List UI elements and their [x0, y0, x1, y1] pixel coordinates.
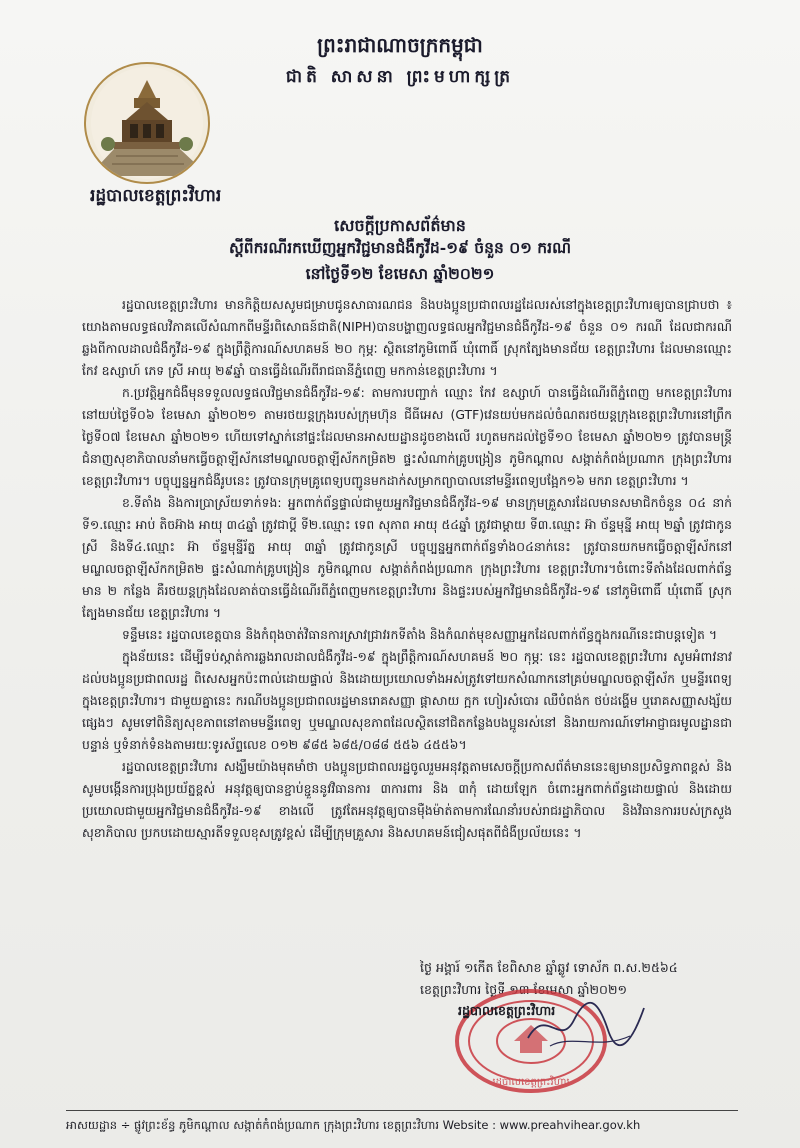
announcement-body	[82, 294, 732, 844]
lunar-date: ថ្ងៃ អង្គារ៍ ១កើត ខែពិសាខ ឆ្នាំឆ្លូវ ទោស័ក ព.ស.២៥៦៤	[420, 960, 678, 975]
paragraph-closing-appeal: រដ្ឋបាលខេត្តព្រះវិហារ សង្ឃឹមយ៉ាងមុតមាំថា បងប្អូនប្រជាពលរដ្ឋចូលរួមអនុវត្តតាមសេចក្ដីប្រកាសព័ត៌មាននេះឲ្យមានប្រសិទ្ធភាពខ្ពស់ និងសូមបង្កើនការប្រុងប្រយ័ត្នខ្ពស់ អនុវត្តឲ្យបានខ្ជាប់ខ្ជួននូវវិធានការ ៣ការពារ និង ៣កុំ ដោយឡែក ចំពោះអ្នកពាក់ព័ន្ធដោយផ្ទាល់ និងដោយប្រយោលជាមួយអ្នកវិជ្ជមានជំងឺកូវីដ-១៩ ខាងលើ ត្រូវតែអនុវត្តឲ្យបានម៉ឺងម៉ាត់តាមការណែនាំរបស់រាជរដ្ឋាភិបាល និងវិធានការរបស់ក្រសួងសុខាភិបាល ប្រកបដោយស្មារតីទទួលខុសត្រូវខ្ពស់ ដើម្បីក្រុមគ្រួសារ និងសហគមន៍ជៀសផុតពីជំងឺប្រល័យនេះ ។	[82, 759, 732, 840]
preah-vihear-temple-emblem	[84, 62, 210, 184]
announcement-date: នៅថ្ងៃទី១២ ខែមេសា ឆ្នាំ២០២១	[305, 264, 495, 283]
paragraph-contacts-locations: ខ.ទីតាំង និងការប្រាស្រ័យទាក់ទង: អ្នកពាក់ព័ន្ធផ្ទាល់ជាមួយអ្នកវិជ្ជមានជំងឺកូវីដ-១៩ មានក្រុមគ្រួសារដែលមានសមាជិកចំនួន ០៤ នាក់ ទី១.ឈ្មោះ អាប់ តិចអ៊ាង អាយុ ៣៤ឆ្នាំ ត្រូវជាប្ដី ទី២.ឈ្មោះ ទេព សុភាព អាយុ ៥៤ឆ្នាំ ត្រូវជាម្ដាយ ទី៣.ឈ្មោះ អ៊ា ច័ន្ទមុន្នី អាយុ ២ឆ្នាំ ត្រូវជាកូនស្រី និងទី៤.ឈ្មោះ អ៊ា ច័ន្ទមុន្នីរ័ត្ន អាយុ ៣ឆ្នាំ ត្រូវជាកូនស្រី បច្ចុប្បន្នអ្នកពាក់ព័ន្ធទាំង០៤នាក់នេះ ត្រូវបានយកមកធ្វើចត្តាឡីស័កនៅមណ្ឌលចត្តាឡីស័កកម្រិត២ ផ្ទះសំណាក់គ្រូបង្រៀន ភូមិកណ្ដាល សង្កាត់កំពង់ប្រណាក ក្រុងព្រះវិហារ ខេត្តព្រះវិហារ។ចំពោះទីតាំងដែលពាក់ព័ន្ធមាន ២ កន្លែង គឺរថយន្តក្រុងដែលគាត់បានធ្វើដំណើរពីភ្នំពេញមកខេត្តព្រះវិហារ និងផ្ទះរបស់អ្នកវិជ្ជមានជំងឺកូវីដ-១៩ នៅភូមិពោធិ៍ ឃុំពោធិ៍ ស្រុកត្បែងមានជ័យ ខេត្តព្រះវិហារ ។	[82, 495, 732, 620]
paragraph-patient-history: ក.ប្រវត្តិអ្នកជំងឺមុនទទួលលទ្ធផលវិជ្ជមានជំងឺកូវីដ-១៩: តាមការបញ្ជាក់ ឈ្មោះ កែវ ឧស្សាហ៍ បានធ្វើដំណើរពីភ្នំពេញ មកខេត្តព្រះវិហារនៅយប់ថ្ងៃទី០៦ ខែមេសា ឆ្នាំ២០២១ តាមរថយន្តក្រុងរបស់ក្រុមហ៊ុន ជីធីអេស (GTF)វេនយប់មកដល់ចំណតរថយន្តក្រុងខេត្តព្រះវិហារនៅព្រឹកថ្ងៃទី០៧ ខែមេសា ឆ្នាំ២០២១ ហើយទៅស្នាក់នៅផ្ទះដែលមានអាសយដ្ឋានដូចខាងលើ រហូតមកដល់ថ្ងៃទី១០ ខែមេសា ឆ្នាំ២០២១ ត្រូវបានមន្ត្រីជំនាញសុខាភិបាលនាំមកធ្វើចត្តាឡីស័កនៅមណ្ឌលចត្តាឡីស័កកម្រិត២ ផ្ទះសំណាក់គ្រូបង្រៀន ភូមិកណ្ដាល សង្កាត់កំពង់ប្រណាក ក្រុងព្រះវិហារ ខេត្តព្រះវិហារ។ បច្ចុប្បន្នអ្នកជំងឺរូបនេះ ត្រូវបានក្រុមគ្រូពេទ្យបញ្ជូនមកដាក់សម្រាកព្យាបាលនៅមន្ទីរពេទ្យបង្អែក១៦ មករា ខេត្តព្រះវិហារ ។	[82, 385, 732, 488]
signing-authority: រដ្ឋបាលខេត្តព្រះវិហារ	[458, 1003, 556, 1018]
footer-divider	[66, 1110, 738, 1111]
stamp-label: រដ្ឋបាលខេត្តព្រះវិហារ	[492, 1077, 570, 1088]
announcement-title: សេចក្ដីប្រកាសព័ត៌មាន	[334, 216, 466, 235]
footer-address: អាសយដ្ឋាន ÷ ផ្លូវព្រះខ័ន្ធ ភូមិកណ្ដាល សង្កាត់កំពង់ប្រណាក ក្រុងព្រះវិហារ ខេត្តព្រះវិហារ Website : www.preahvihear.gov.kh	[66, 1118, 641, 1132]
signing-date: ខេត្តព្រះវិហារ ថ្ងៃទី ១៣ ខែមេសា ឆ្នាំ២០២១	[420, 982, 628, 997]
paragraph-intro: រដ្ឋបាលខេត្តព្រះវិហារ មានកិត្តិយសសូមជម្រាបជូនសាធារណជន និងបងប្អូនប្រជាពលរដ្ឋដែលរស់នៅក្នុងខេត្តព្រះវិហារឲ្យបានជ្រាបថា ៖ យោងតាមលទ្ធផលវិភាគលើសំណាកពីមន្ទីរពិសោធន៍ជាតិ(NIPH)បានបង្ហាញលទ្ធផលអ្នកវិជ្ជមានជំងឺកូវីដ-១៩ ចំនួន ០១ ករណី ដែលជាករណីឆ្លងពីកាលដាលជំងឺកូវីដ-១៩ ក្នុងព្រឹត្តិការណ៍សហគមន៍ ២០ កុម្ភៈ ស្ថិតនៅភូមិពោធិ៍ ឃុំពោធិ៍ ស្រុកត្បែងមានជ័យ ខេត្តព្រះវិហារ ដែលមានឈ្មោះ កែវ ឧស្សាហ៍ ភេទ ស្រី អាយុ ២៩ឆ្នាំ បានធ្វើដំណើរពីរាជធានីភ្នំពេញ មកកាន់ខេត្តព្រះវិហារ ។	[82, 297, 732, 378]
paragraph-investigation: ទន្ទឹមនេះ រដ្ឋបាលខេត្តបាន និងកំពុងចាត់វិធានការស្រាវជ្រាវរកទីតាំង និងកំណត់មុខសញ្ញាអ្នកដែលពាក់ព័ន្ធក្នុងករណីនេះជាបន្តទៀត ។	[122, 627, 717, 642]
kingdom-heading: ព្រះរាជាណាចក្រកម្ពុជា	[317, 33, 483, 57]
national-motto: ជាតិ សាសនា ព្រះមហាក្សត្រ	[285, 67, 515, 87]
paragraph-public-appeal: ក្នុងន័យនេះ ដើម្បីទប់ស្កាត់ការឆ្លងរាលដាលជំងឺកូវីដ-១៩ ក្នុងព្រឹត្តិការណ៍សហគមន៍ ២០ កុម្ភៈ នេះ រដ្ឋបាលខេត្តព្រះវិហារ សូមអំពាវនាវដល់បងប្អូនប្រជាពលរដ្ឋ ពិសេសអ្នកប៉ះពាល់ដោយផ្ទាល់ និងដោយប្រយោលទាំងអស់ត្រូវទៅយកសំណាកនៅគ្រប់មណ្ឌលចត្តាឡីស័ក ឬមន្ទីរពេទ្យក្នុងខេត្តព្រះវិហារ។ ជាមួយគ្នានេះ ករណីបងប្អូនប្រជាពលរដ្ឋមានរោគសញ្ញា ផ្ដាសាយ ក្អក ហៀរសំបោរ ឈឺបំពង់ក ថប់ដង្ហើម ឬរោគសញ្ញាសង្ស័យផ្សេងៗ សូមទៅពិនិត្យសុខភាពនៅតាមមន្ទីរពេទ្យ ឬមណ្ឌលសុខភាពដែលស្ថិតនៅជិតកន្លែងបងប្អូនរស់នៅ និងរាយការណ៍ទៅអាជ្ញាធរមូលដ្ឋានជាបន្ទាន់ ឬទំនាក់ទំនងតាមរយៈទូរស័ព្ទលេខ ០១២ ៩៨៥ ៦៨៥/០៨៨ ៥៥៦ ៤៥៥៦។	[82, 649, 732, 752]
announcement-subject: ស្ដីពីករណីរកឃើញអ្នកវិជ្ជមានជំងឺកូវីដ-១៩ ចំនួន ០១ ករណី	[228, 238, 571, 257]
issuing-agency: រដ្ឋបាលខេត្តព្រះវិហារ	[90, 186, 222, 206]
